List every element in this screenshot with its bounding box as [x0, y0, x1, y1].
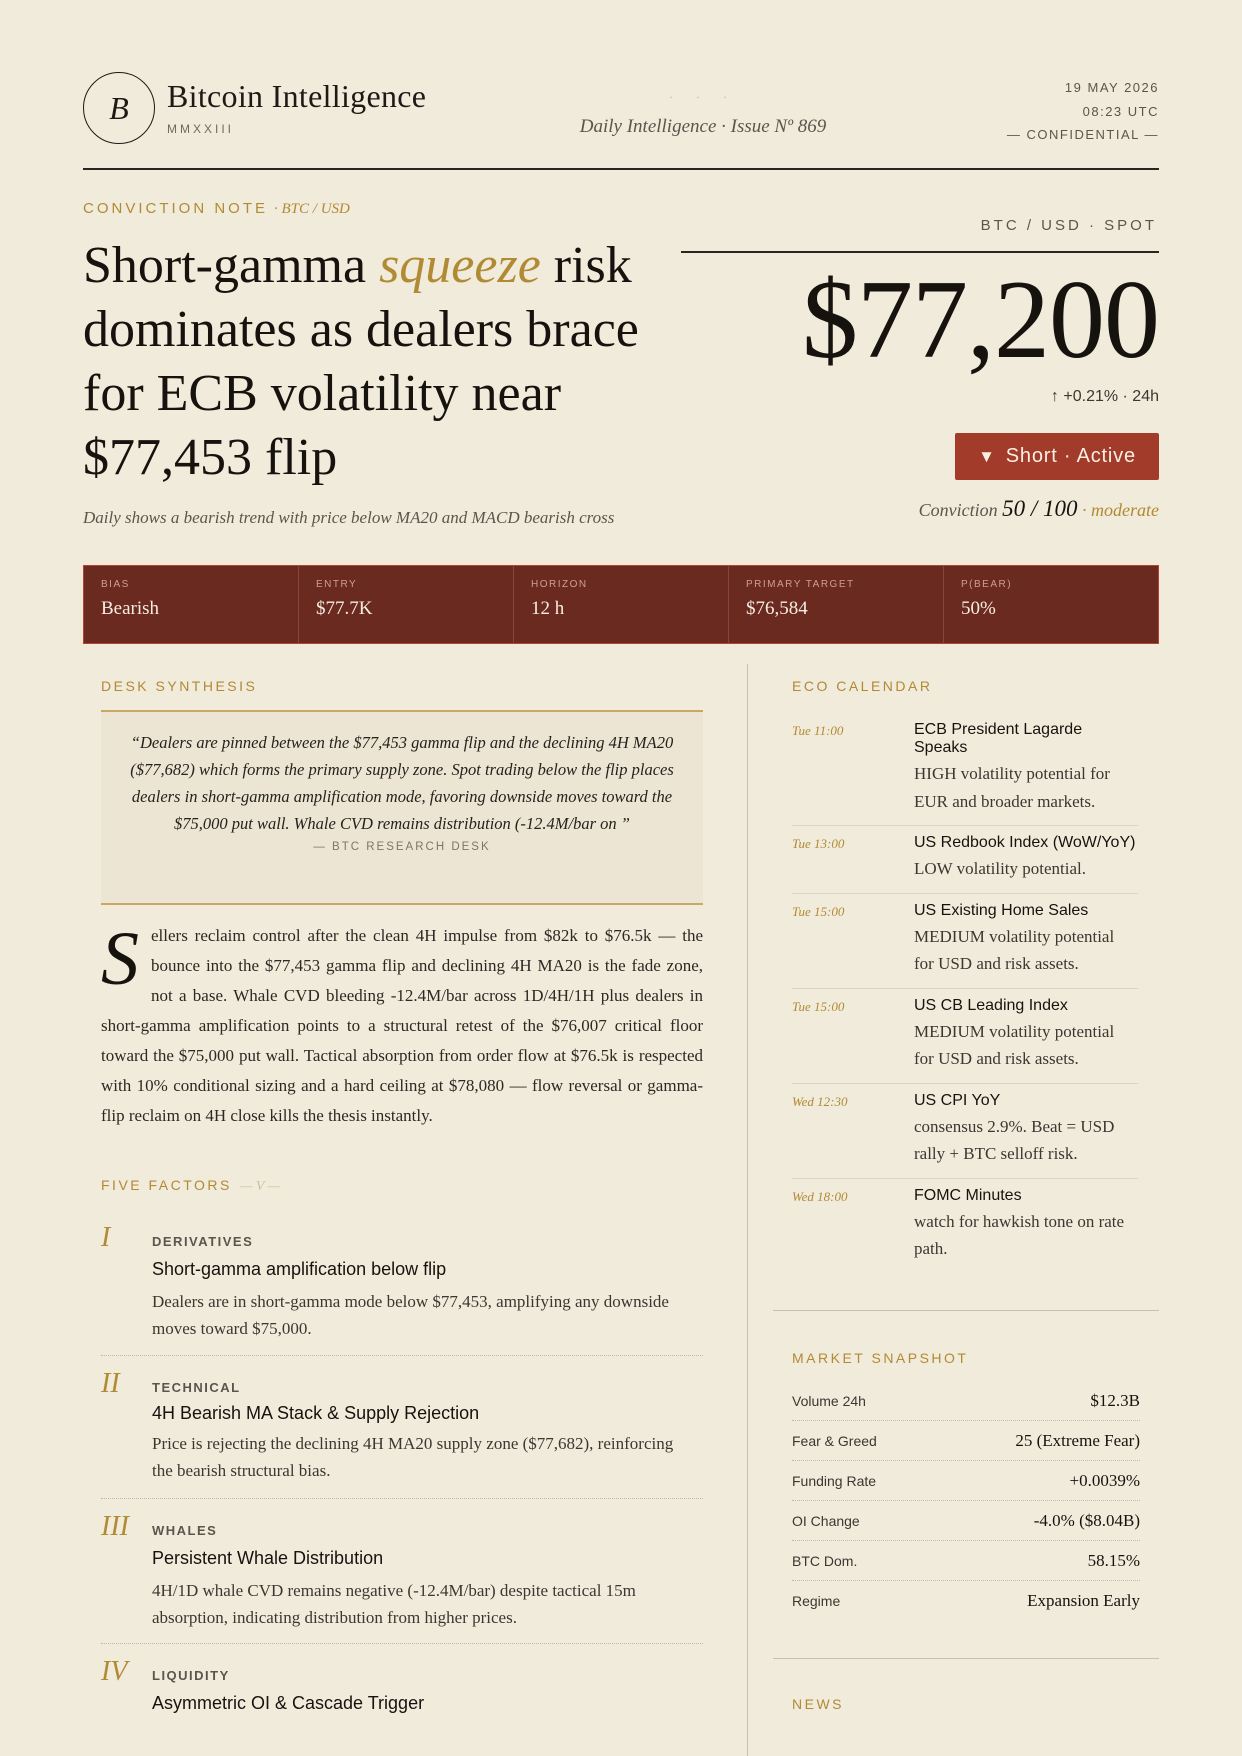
triangle-down-icon: ▼ — [978, 446, 996, 466]
event-time: Tue 15:00 — [792, 998, 845, 1014]
snapshot-value: $12.3B — [1090, 1390, 1140, 1410]
event-description: consensus 2.9%. Beat = USD rally + BTC selloff risk. — [914, 1116, 1115, 1163]
stat-value: $76,584 — [746, 598, 808, 619]
conviction-level: · moderate — [1082, 500, 1159, 520]
factor-number: I — [101, 1222, 111, 1253]
stat-value: 50% — [961, 598, 996, 619]
factor-item — [101, 1222, 703, 1356]
five-factors-label — [101, 1177, 280, 1195]
stat-label: PRIMARY TARGET — [746, 579, 855, 590]
spot-rule — [681, 251, 1159, 253]
eco-calendar-label: ECO CALENDAR — [792, 678, 933, 694]
event-title: US CB Leading Index — [914, 996, 1068, 1014]
spot-label: BTC / USD · SPOT — [980, 217, 1157, 234]
price-change — [1051, 388, 1159, 406]
headline — [83, 234, 663, 490]
stat-horizon — [514, 566, 729, 643]
factor-title: 4H Bearish MA Stack & Supply Rejection — [152, 1403, 480, 1423]
event-time: Tue 15:00 — [792, 903, 845, 919]
stat-entry — [299, 566, 514, 643]
brand-subtitle: MMXXIII — [167, 122, 235, 136]
snapshot-key: Funding Rate — [792, 1472, 877, 1489]
factor-category: LIQUIDITY — [152, 1668, 230, 1683]
dek: Daily shows a bearish trend with price below MA20 and MACD bearish cross — [83, 508, 615, 527]
stat-bias — [84, 566, 299, 643]
event-time: Tue 11:00 — [792, 723, 844, 738]
eco-event — [792, 826, 1138, 894]
snapshot-value: Expansion Early — [1027, 1591, 1140, 1610]
snapshot-row — [792, 1581, 1140, 1621]
date: 19 MAY 2026 — [1064, 80, 1159, 95]
stat-p-bear — [944, 566, 1158, 643]
market-snapshot-table — [792, 1381, 1140, 1621]
event-title: US Redbook Index (WoW/YoY) — [914, 834, 1136, 851]
pair-tag: · BTC / USD — [274, 201, 350, 217]
classification: — CONFIDENTIAL — — [1006, 127, 1159, 142]
factor-title: Persistent Whale Distribution — [152, 1548, 384, 1568]
event-title: US Existing Home Sales — [914, 901, 1089, 919]
stat-label: BIAS — [101, 579, 130, 590]
news-label: NEWS — [792, 1696, 844, 1712]
spot-price: $77,200 — [802, 258, 1159, 382]
eco-event — [792, 894, 1138, 989]
synthesis-body — [101, 917, 703, 1131]
snapshot-row — [792, 1421, 1140, 1461]
stat-primary-target — [729, 566, 944, 643]
drop-cap: S — [101, 917, 139, 1001]
snapshot-value: 58.15% — [1087, 1550, 1140, 1570]
event-description: LOW volatility potential. — [914, 859, 1087, 878]
brand-name: Bitcoin Intelligence — [167, 78, 427, 114]
factor-description: Dealers are in short-gamma mode below $77,453, amplifying any downside moves toward $75,000. — [152, 1292, 669, 1338]
issue-label: Daily Intelligence · Issue Nº 869 — [579, 116, 827, 137]
eco-calendar-list — [792, 713, 1138, 1273]
eco-event — [792, 1084, 1138, 1179]
snapshot-row — [792, 1461, 1140, 1501]
change-value: +0.21% · 24h — [1063, 388, 1159, 405]
eco-event — [792, 1179, 1138, 1273]
stat-label: P(BEAR) — [961, 579, 1013, 590]
section-divider — [773, 1658, 1159, 1659]
conviction-note-label — [83, 200, 350, 218]
event-description: MEDIUM volatility potential for USD and risk assets. — [914, 926, 1115, 973]
factor-number: IV — [101, 1656, 128, 1687]
quote-text: “Dealers are pinned between the $77,453 gamma flip and the declining 4H MA20 ($77,682) which forms the primary supply zone. Spot trading below the flip places dealers in short-gamma amplification mode, favoring downside moves toward the $75,000 put wall. Whale CVD remains distribution (-12.4M/bar on ” — [130, 733, 674, 833]
trade-stats-bar — [83, 565, 1159, 644]
factor-category: WHALES — [152, 1523, 218, 1538]
factor-item — [101, 1511, 703, 1644]
event-description: HIGH volatility potential for EUR and broader markets. — [914, 764, 1110, 811]
snapshot-row — [792, 1541, 1140, 1581]
headline-emphasis: squeeze — [379, 237, 541, 294]
snapshot-value: -4.0% ($8.04B) — [1033, 1510, 1140, 1530]
factor-description: Price is rejecting the declining 4H MA20 supply zone ($77,682), reinforcing the bearish structural bias. — [152, 1434, 674, 1480]
position-status-button[interactable] — [955, 433, 1159, 480]
factors-label-text: FIVE FACTORS — [101, 1177, 232, 1193]
synthesis-text: ellers reclaim control after the clean 4H impulse from $82k to $76.5k — the bounce into the $77,453 gamma flip and declining 4H MA20 is the fade zone, not a base. Whale CVD bleeding -12.4M/bar across 1D/4H/1H plus dealers in short-gamma amplification points to a structural retest of the $76,007 critical floor toward the $75,000 put wall. Tactical absorption from order flow at $76.5k is respected with 10% conditional sizing and a hard ceiling at $78,080 — flow reversal or gamma-flip reclaim on 4H close kills the thesis instantly. — [101, 926, 703, 1125]
factor-category: TECHNICAL — [152, 1380, 241, 1395]
dateline — [1007, 76, 1159, 147]
event-description: MEDIUM volatility potential for USD and risk assets. — [914, 1021, 1115, 1068]
factor-item — [101, 1368, 703, 1499]
factor-description: 4H/1D whale CVD remains negative (-12.4M/bar) despite tactical 15m absorption, indicating distribution from higher prices. — [152, 1581, 636, 1627]
snapshot-key: Regime — [792, 1593, 841, 1609]
headline-post: risk dominates as dealers brace for ECB volatility near $77,453 flip — [83, 237, 639, 486]
logo-mark: B — [83, 72, 155, 144]
factor-title: Short-gamma amplification below flip — [152, 1259, 447, 1279]
section-divider — [773, 1310, 1159, 1311]
conviction-label-text: CONVICTION NOTE — [83, 200, 269, 217]
event-time: Wed 18:00 — [792, 1188, 848, 1204]
ornament-dots: · · · — [669, 90, 737, 104]
eco-event — [792, 713, 1138, 826]
snapshot-key: Fear & Greed — [792, 1432, 877, 1449]
arrow-up-icon: ↑ — [1050, 388, 1059, 405]
factor-number: III — [101, 1511, 129, 1542]
event-title: FOMC Minutes — [914, 1186, 1022, 1204]
factor-item — [101, 1656, 703, 1746]
event-title: US CPI YoY — [914, 1091, 1001, 1109]
event-time: Wed 12:30 — [792, 1093, 848, 1109]
event-time: Tue 13:00 — [792, 836, 845, 851]
conviction-value: 50 / 100 — [1002, 496, 1078, 521]
snapshot-row — [792, 1381, 1140, 1421]
snapshot-value: +0.0039% — [1069, 1470, 1140, 1490]
eco-event — [792, 989, 1138, 1084]
factor-title: Asymmetric OI & Cascade Trigger — [152, 1693, 425, 1713]
event-title: ECB President Lagarde Speaks — [914, 721, 1083, 756]
time: 08:23 UTC — [1082, 103, 1159, 119]
column-divider — [747, 664, 748, 1756]
quote-source: — BTC RESEARCH DESK — [313, 841, 491, 853]
snapshot-key: BTC Dom. — [792, 1552, 858, 1569]
stat-label: ENTRY — [316, 579, 358, 590]
headline-pre: Short-gamma — [83, 237, 380, 294]
stat-value: $77.7K — [316, 598, 373, 619]
snapshot-value: 25 (Extreme Fear) — [1015, 1430, 1140, 1450]
masthead — [83, 70, 1159, 170]
market-snapshot-label: MARKET SNAPSHOT — [792, 1350, 969, 1366]
pull-quote — [101, 710, 703, 905]
factor-category: DERIVATIVES — [152, 1234, 254, 1249]
conviction-score — [919, 496, 1159, 522]
factor-number: II — [101, 1368, 120, 1399]
snapshot-row — [792, 1501, 1140, 1541]
position-label: Short · Active — [1005, 445, 1136, 467]
conviction-word: Conviction — [918, 500, 998, 520]
event-description: watch for hawkish tone on rate path. — [914, 1211, 1125, 1258]
desk-synthesis-label: DESK SYNTHESIS — [101, 678, 258, 694]
stat-value: Bearish — [101, 598, 160, 619]
snapshot-key: Volume 24h — [792, 1392, 866, 1409]
stat-label: HORIZON — [531, 579, 588, 590]
snapshot-key: OI Change — [792, 1512, 860, 1529]
stat-value: 12 h — [531, 598, 565, 619]
factors-count: — V — — [239, 1179, 281, 1194]
